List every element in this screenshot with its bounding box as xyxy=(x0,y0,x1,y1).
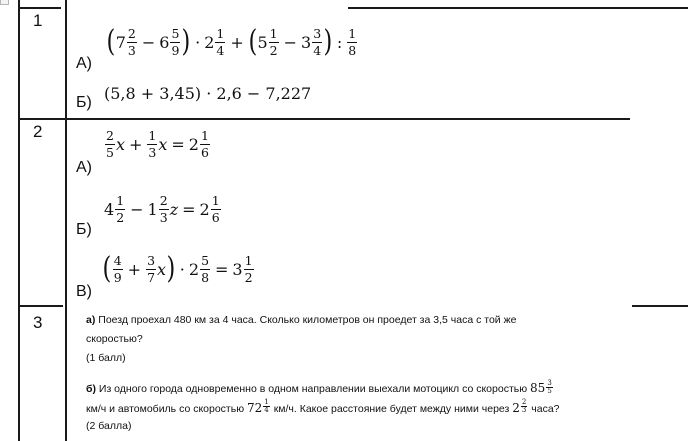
fraction: $\frac{1}{3}$ xyxy=(148,128,157,160)
fraction: $\frac{1}{8}$ xyxy=(348,26,357,58)
fraction: $\frac{1}{2}$ xyxy=(116,193,125,225)
equation-2b: 4 $\frac{1}{2}$ − 1 $\frac{2}{3}$ z = 2 $\frac{1}{6}$ xyxy=(104,193,220,225)
option-label-2c: В) xyxy=(76,283,92,300)
expression-1b: (5,8 + 3,45) · 2,6 − 7,227 xyxy=(104,83,312,103)
fraction: $\frac{5}{9}$ xyxy=(171,26,180,58)
fraction: $\frac{1}{6}$ xyxy=(211,193,220,225)
option-label-1b: Б) xyxy=(76,94,92,111)
fraction: $\frac{1}{4}$ xyxy=(264,398,269,415)
paren-open: ( xyxy=(102,251,112,286)
row-divider-1 xyxy=(18,118,630,120)
task-3a-line2: скоростью? xyxy=(86,333,143,346)
fraction: $\frac{2}{3}$ xyxy=(127,26,136,58)
paren-close: ) xyxy=(323,24,333,59)
task-3a-points: (1 балл) xyxy=(86,352,126,365)
fraction: $\frac{1}{2}$ xyxy=(269,26,278,58)
option-label-2b: Б) xyxy=(76,221,92,238)
paren-close: ) xyxy=(166,251,176,286)
paren-close: ) xyxy=(181,24,191,59)
task-3a-line1: а) Поезд проехал 480 км за 4 часа. Сколько километров он проедет за 3,5 часа с той же xyxy=(86,314,517,326)
fraction: $\frac{2}{3}$ xyxy=(521,398,527,415)
equation-2a: $\frac{2}{5}$ x + $\frac{1}{3}$ x = 2 $\frac{1}{6}$ xyxy=(106,128,209,160)
fraction: $\frac{2}{3}$ xyxy=(159,193,168,225)
table-top-border xyxy=(18,7,61,9)
task-number-2: 2 xyxy=(33,122,43,141)
task-3b-line1: б) Из одного города одновременно в одном направлении выехали мотоцикл со скоростью 85 $\frac{3}{5}$ xyxy=(86,378,552,395)
fraction: $\frac{2}{5}$ xyxy=(106,128,114,160)
cell-corner-marker xyxy=(0,0,9,5)
paren-open: ( xyxy=(106,24,116,59)
task-3b-line2: км/ч и автомобиль со скоростью 72 $\frac{1}{4}$ км/ч. Какое расстояние будет между ними через 2 $\frac{2}{3}$ часа? xyxy=(86,398,560,415)
fraction: $\frac{3}{5}$ xyxy=(547,378,552,395)
fraction: $\frac{5}{8}$ xyxy=(201,253,210,285)
fraction: $\frac{1}{2}$ xyxy=(244,253,253,285)
column-divider xyxy=(65,0,67,441)
task-number-3: 3 xyxy=(33,313,43,332)
fraction: $\frac{1}{4}$ xyxy=(216,26,225,58)
task-3b-points: (2 балла) xyxy=(86,420,132,433)
fraction: $\frac{3}{7}$ xyxy=(147,253,156,285)
table-left-border xyxy=(18,0,20,441)
fraction: $\frac{1}{6}$ xyxy=(200,128,209,160)
fraction: $\frac{4}{9}$ xyxy=(113,253,122,285)
table-top-border-right xyxy=(348,7,688,9)
task-3b xyxy=(86,378,560,434)
option-label-2a: А) xyxy=(76,159,92,176)
option-label-1a: А) xyxy=(76,55,92,72)
row-divider-2 xyxy=(18,305,63,307)
equation-2c: ( $\frac{4}{9}$ + $\frac{3}{7}$ x ) · 2 $\frac{5}{8}$ = 3 $\frac{1}{2}$ xyxy=(102,251,253,286)
expression-1a: ( 7 $\frac{2}{3}$ − 6 $\frac{5}{9}$ ) · 2 $\frac{1}{4}$ + ( 5 $\frac{1}{2}$ − 3 $\frac{3}{4}$ ) : $\frac{1}{8}$ xyxy=(106,24,357,59)
task-number-1: 1 xyxy=(33,11,43,30)
task-3a xyxy=(86,314,516,365)
paren-open: ( xyxy=(248,24,258,59)
row-divider-2-right xyxy=(632,305,688,307)
fraction: $\frac{3}{4}$ xyxy=(313,26,322,58)
